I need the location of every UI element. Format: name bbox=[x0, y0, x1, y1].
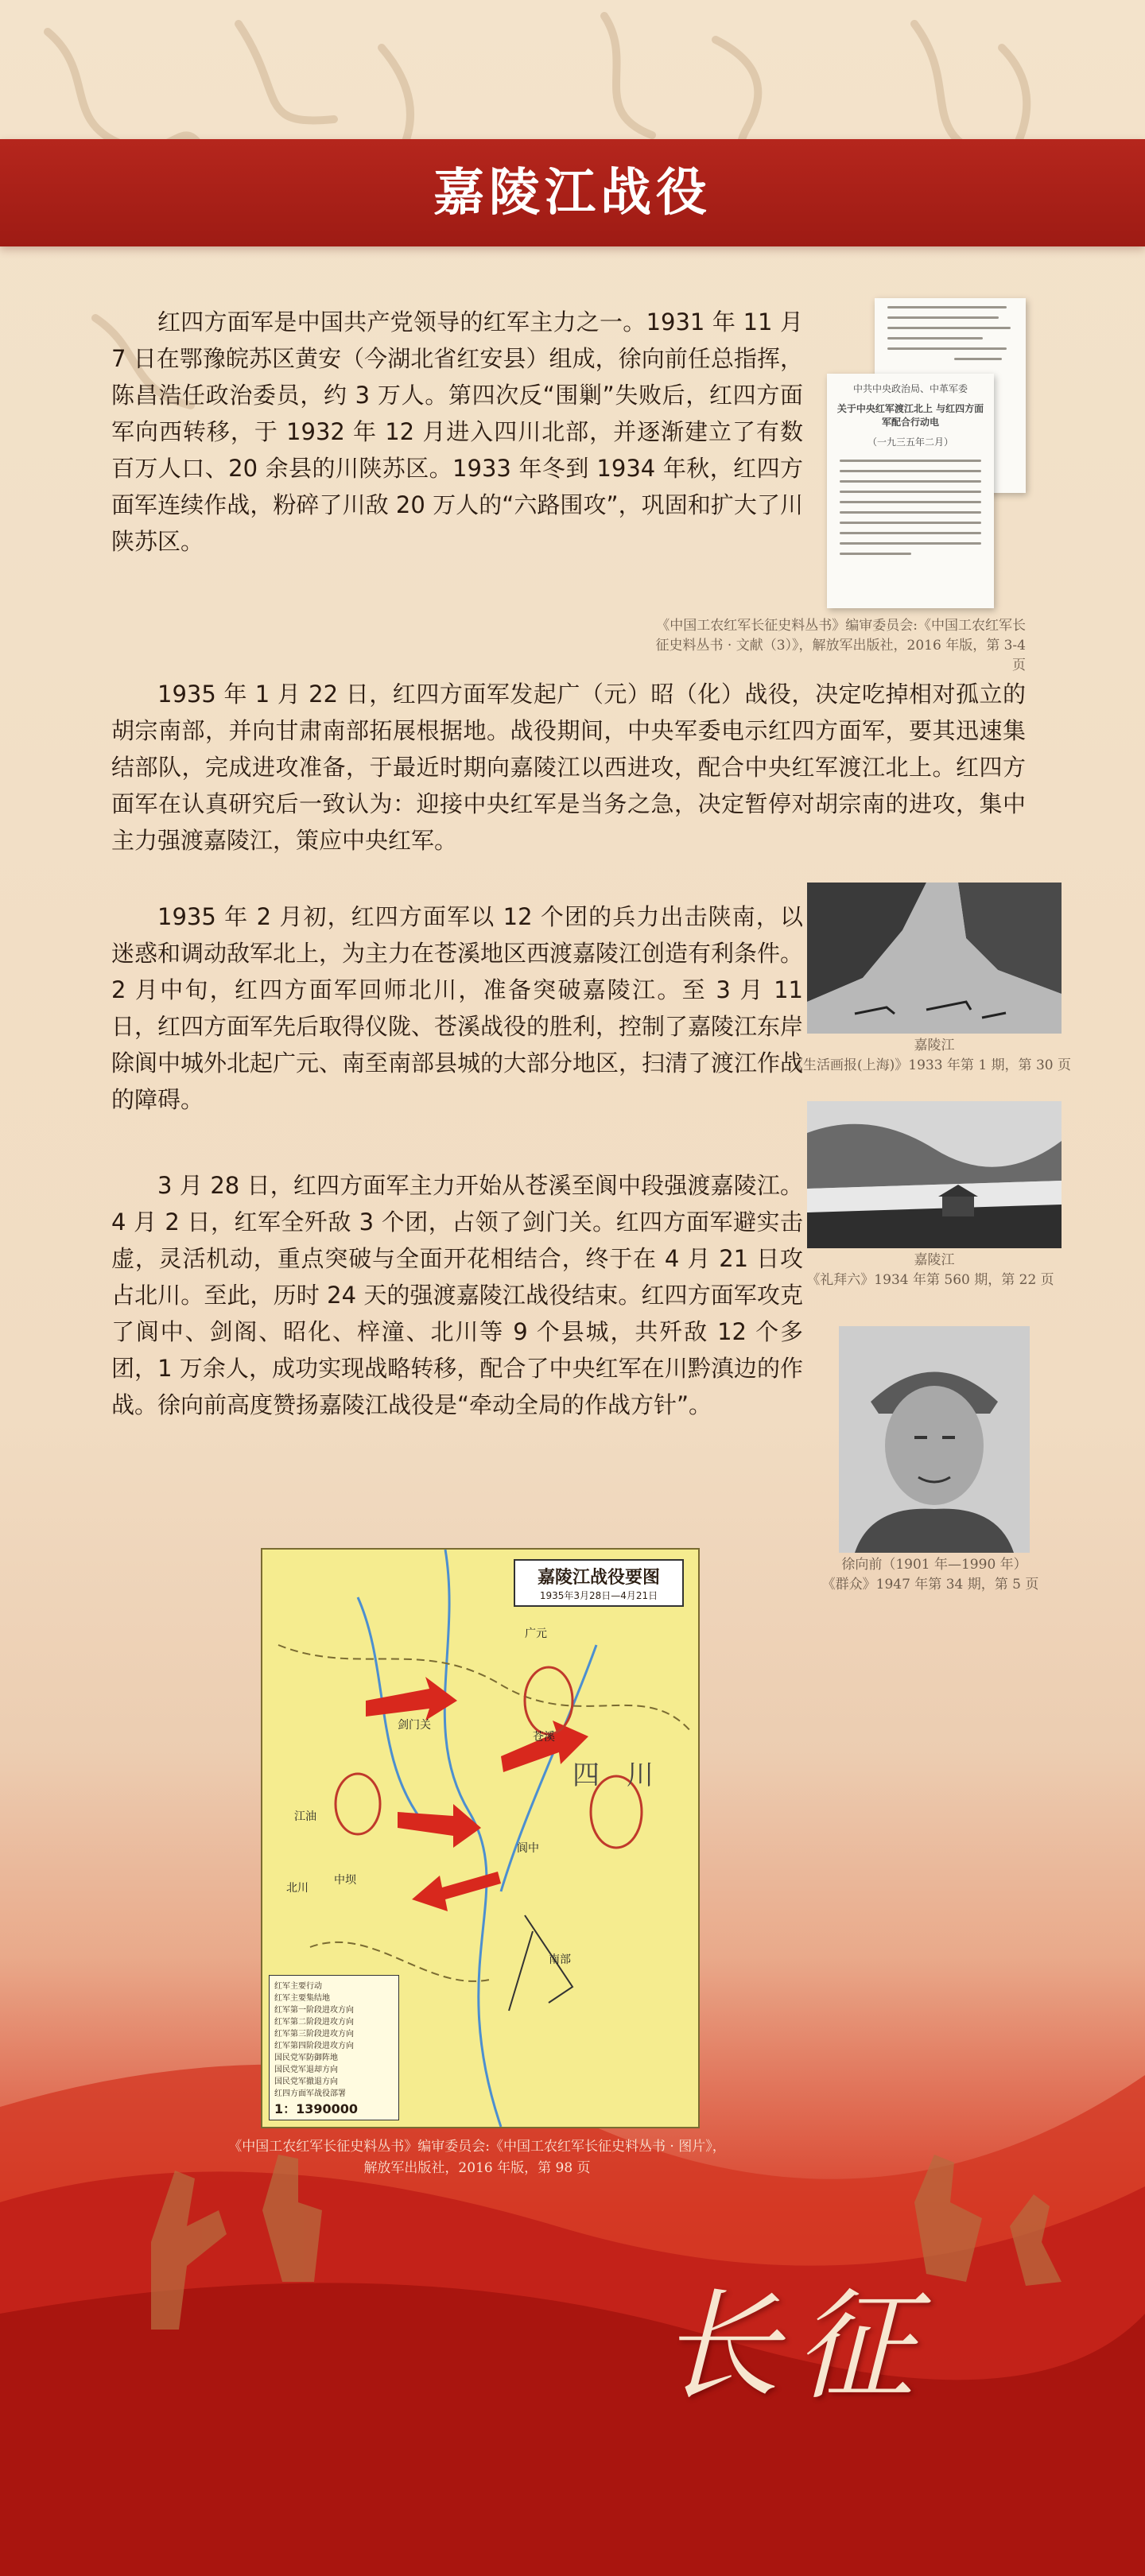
legend-item: 红四方面军战役部署 bbox=[274, 2089, 346, 2098]
legend-item: 红军第一阶段进攻方向 bbox=[274, 2006, 354, 2015]
map-place-label: 江油 bbox=[294, 1810, 316, 1823]
photo-1-title: 嘉陵江 bbox=[914, 1038, 955, 1053]
long-march-logo: 长征 bbox=[660, 2278, 931, 2416]
map-place-label: 苍溪 bbox=[533, 1731, 555, 1744]
legend-item: 红军主要行动 bbox=[274, 1982, 322, 1991]
map-title-box bbox=[514, 1559, 684, 1607]
map-province-label: 四 川 bbox=[572, 1759, 654, 1791]
photo-2-source: 《礼拜六》1934 年第 560 期，第 22 页 bbox=[806, 1272, 1054, 1288]
document-caption: 《中国工农红军长征史料丛书》编审委员会:《中国工农红军长征史料丛书 · 文献（3）》，解放军出版社，2016 年版，第 3-4 页 bbox=[655, 618, 1026, 673]
paragraph-crossing: 3 月 28 日，红四方面军主力开始从苍溪至阆中段强渡嘉陵江。4 月 2 日，红军全歼敌 3 个团，占领了剑门关。红四方面军避实击虚，灵活机动，重点突破与全面开花相结合，终于在 4 月 21 日攻占北川。至此，历时 24 天的强渡嘉陵江战役结束。红四方面军攻克了阆中、剑阁、昭化、梓潼、北川等 9 个县城，共歼敌 12 个多团，1 万余人，成功实现战略转移，配合了中央红军在川黔滇边的作战。徐向前高度赞扬嘉陵江战役是“牵动全局的作战方针”。 bbox=[111, 1172, 803, 1418]
jialing-river-photo-2 bbox=[807, 1101, 1062, 1248]
map-place-label: 剑门关 bbox=[398, 1719, 431, 1732]
map-caption-line-1: 《中国工农红军长征史料丛书》编审委员会:《中国工农红军长征史料丛书 · 图片》， bbox=[228, 2139, 726, 2155]
map-place-label: 阆中 bbox=[517, 1842, 539, 1855]
map-scale: 1：1390000 bbox=[274, 2101, 359, 2116]
page-title: 嘉陵江战役 bbox=[433, 163, 712, 223]
paragraph-guangzhao: 1935 年 1 月 22 日，红四方面军发起广（元）昭（化）战役，决定吃掉相对孤立的胡宗南部，并向甘肃南部拓展根据地。战役期间，中央军委电示红四方面军，要其迅速集结部队，完成进攻准备，于最近时期向嘉陵江以西进攻，配合中央红军渡江北上。红四方面军在认真研究后一致认为：迎接中央红军是当务之急，决定暂停对胡宗南的进攻，集中主力强渡嘉陵江，策应中央红军。 bbox=[111, 681, 1026, 854]
paragraph-intro: 红四方面军是中国共产党领导的红军主力之一。1931 年 11 月 7 日在鄂豫皖苏区黄安（今湖北省红安县）组成，徐向前任总指挥，陈昌浩任政治委员，约 3 万人。第四次反“围剿”失败后，红四方面军向西转移，于 1932 年 12 月进入四川北部，并逐渐建立了有数百万人口、20 余县的川陕苏区。1933 年冬到 1934 年秋，红四方面军连续作战，粉碎了川敌 20 万人的“六路围攻”，巩固和扩大了川陕苏区。 bbox=[111, 308, 803, 555]
jialing-river-photo-1 bbox=[807, 883, 1062, 1034]
legend-item: 红军第二阶段进攻方向 bbox=[274, 2018, 354, 2027]
document-scan bbox=[827, 298, 1026, 608]
photo-2-title: 嘉陵江 bbox=[914, 1252, 955, 1268]
map-place-label: 中坝 bbox=[334, 1874, 356, 1887]
legend-item: 国民党军撤退方向 bbox=[274, 2077, 338, 2086]
paragraph-february: 1935 年 2 月初，红四方面军以 12 个团的兵力出击陕南，以迷惑和调动敌军北上，为主力在苍溪地区西渡嘉陵江创造有利条件。2 月中旬，红四方面军回师北川，准备突破嘉陵江。至 3 月 11 日，红四方面军先后取得仪陇、苍溪战役的胜利，控制了嘉陵江东岸除阆中城外北起广元、南至南部县城的大部分地区，扫清了渡江作战的障碍。 bbox=[111, 903, 804, 1113]
map-legend bbox=[269, 1975, 399, 2120]
legend-item: 国民党军退却方向 bbox=[274, 2066, 338, 2074]
map-caption-line-2: 解放军出版社，2016 年版，第 98 页 bbox=[363, 2160, 591, 2176]
map-place-label: 广元 bbox=[525, 1627, 547, 1640]
document-heading: 中共中央政治局、中革军委 bbox=[852, 383, 968, 394]
campaign-map bbox=[261, 1548, 700, 2128]
map-title: 嘉陵江战役要图 bbox=[537, 1568, 660, 1588]
map-place-label: 北川 bbox=[286, 1882, 309, 1895]
document-page-front bbox=[827, 374, 994, 608]
legend-item: 红军主要集结地 bbox=[274, 1994, 330, 2003]
map-place-label: 南部 bbox=[549, 1953, 571, 1966]
document-date: （一九三五年二月） bbox=[867, 436, 953, 448]
legend-item: 红军第三阶段进攻方向 bbox=[274, 2030, 354, 2039]
portrait-source: 《群众》1947 年第 34 期，第 5 页 bbox=[821, 1577, 1039, 1593]
document-subtitle: 关于中央红军渡江北上 与红四方面军配合行动电 bbox=[836, 403, 984, 428]
portrait-title: 徐向前（1901 年—1990 年） bbox=[841, 1557, 1027, 1573]
map-dates: 1935年3月28日—4月21日 bbox=[539, 1590, 658, 1601]
legend-item: 国民党军防御阵地 bbox=[274, 2054, 338, 2062]
xu-xiangqian-portrait bbox=[839, 1326, 1030, 1553]
photo-1-source: 《生活画报(上海)》1933 年第 1 期，第 30 页 bbox=[790, 1057, 1071, 1073]
title-banner bbox=[0, 139, 1145, 246]
legend-item: 红军第四阶段进攻方向 bbox=[274, 2042, 354, 2050]
